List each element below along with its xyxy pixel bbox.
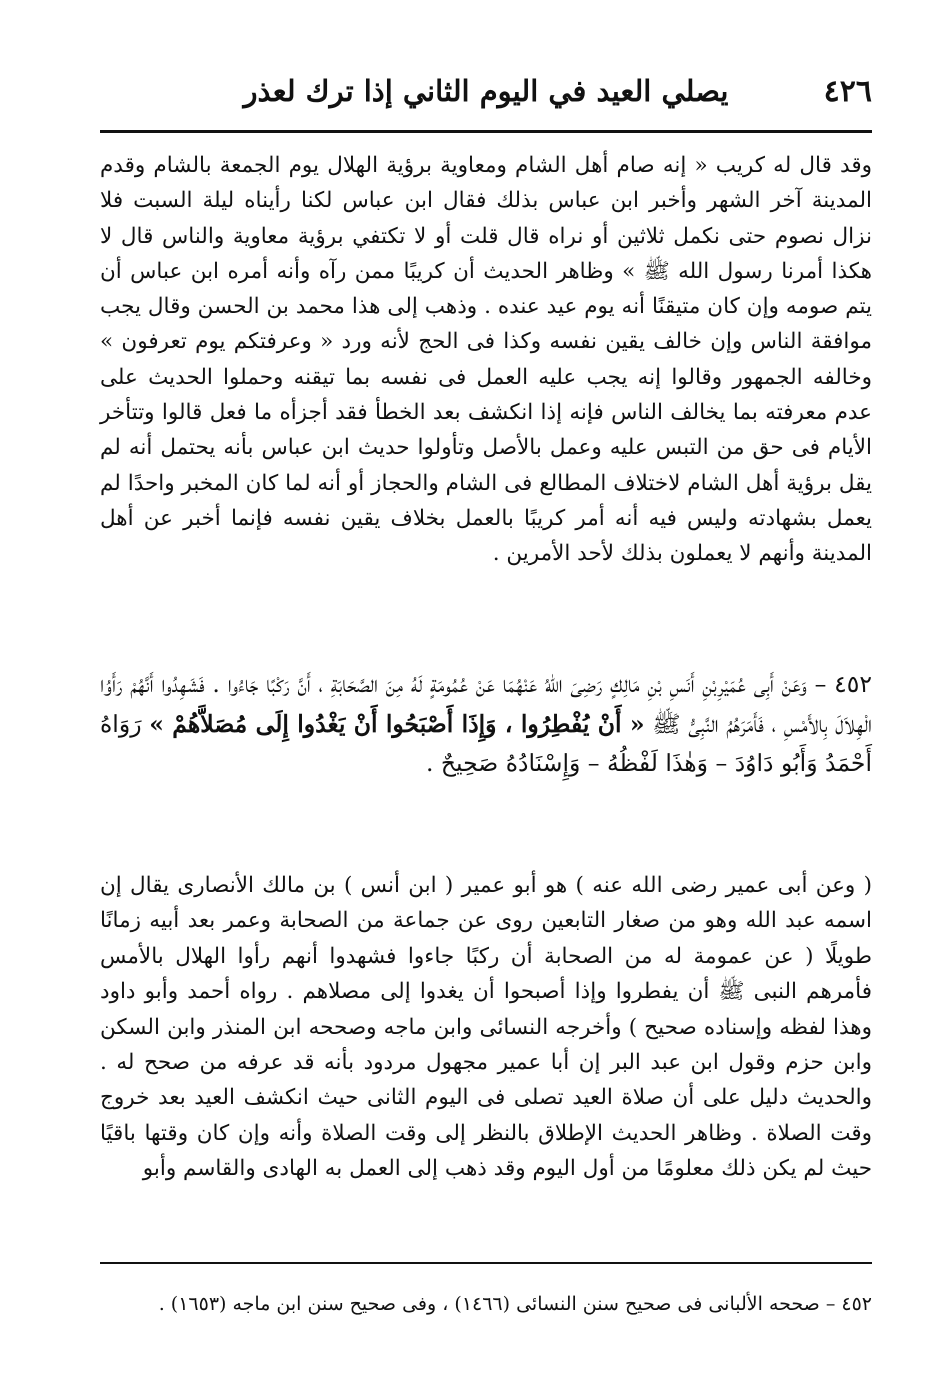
hadith-quote: « أَنْ يُفْطِرُوا ، وَإِذَا أَصْبَحُوا أَنْ يَغْدُوا إِلَى مُصَلاَّهُمْ » — [149, 709, 645, 738]
hadith-text — [100, 665, 872, 784]
footnote: ٤٥٢ – صححه الألبانى فى صحيح سنن النسائى (١٤٦٦) ، وفى صحيح سنن ابن ماجه (١٦٥٣) . — [158, 1293, 872, 1315]
hadith-intro: ٤٥٢ – وَعَنْ أَبِى عُمَيْرِبْنِ أَنَسِ بْنِ مَالِكٍ رَضِىَ اللهُ عَنْهُمَا عَنْ عُمُومَةٍ لَهُ مِنَ الصَّحَابَةِ ، أَنَّ رَكْبًا جَاءُوا . فَشَهِدُوا أَنَّهُمْ رَأَوُا الْهِلاَلَ بِالأَمْسِ ، فَأَمَرَهُمُ النَّبِىُّ ﷺ — [100, 670, 872, 738]
footnote-rule — [100, 1262, 872, 1264]
commentary-text-1: وقد قال له كريب « إنه صام أهل الشام ومعاوية برؤية الهلال يوم الجمعة بالشام وقدم المدينة آخر الشهر وأخبر ابن عباس بذلك فقال ابن عباس لكنا رأيناه ليلة السبت فلا نزال نصوم حتى نكمل ثلاثين أو نراه قال قلت أو لا تكتفي برؤية معاوية والناس قال لا هكذا أمرنا رسول الله ﷺ » وظاهر الحديث أن كريبًا ممن رآه وأنه أمره ابن عباس أن يتم صومه وإن كان متيقنًا أنه يوم عيد عنده . وذهب إلى هذا محمد بن الحسن وقال يجب موافقة الناس وإن خالف يقين نفسه وكذا فى الحج لأنه ورد « وعرفتكم يوم تعرفون » وخالفه الجمهور وقالوا إنه يجب عليه العمل فى نفسه بما تيقنه وحملوا الحديث على عدم معرفته بما يخالف الناس فإنه إذا انكشف بعد الخطأ فقد أجزأه ما فعل قالوا وتتأخر الأيام فى حق من التبس عليه وعمل بالأصل وتأولوا حديث ابن عباس بأنه يحتمل أنه لم يقل برؤية أهل الشام لاختلاف المطالع فى الشام والحجاز أو أنه لما كان المخبر واحدًا لم يعمل بشهادته وليس فيه أنه أمر كريبًا بالعمل بخلاف يقين نفسه فإنما أخبر عن أهل المدينة وأنهم لا يعملون بذلك لأحد الأمرين . — [100, 153, 873, 567]
page-number: ٤٢٦ — [823, 74, 872, 109]
commentary-paragraph-1 — [100, 148, 872, 572]
running-title: يصلي العيد في اليوم الثاني إذا ترك لعذر — [243, 74, 729, 108]
page-header — [100, 70, 872, 118]
hadith-paragraph — [100, 665, 872, 784]
header-rule — [100, 130, 872, 133]
commentary-paragraph-2 — [100, 868, 872, 1187]
commentary-text-2: ( وعن أبى عمير رضى الله عنه ) هو أبو عمير ( ابن أنس ) بن مالك الأنصارى يقال إن اسمه عبد الله وهو من صغار التابعين روى عن جماعة من الصحابة وعمر بعد أبيه زمانًا طويلًا ( عن عمومة له من الصحابة أن ركبًا جاءوا فشهدوا أنهم رأوا الهلال بالأمس فأمرهم النبى ﷺ أن يفطروا وإذا أصبحوا أن يغدوا إلى مصلاهم . رواه أحمد وأبو داود وهذا لفظه وإسناده صحيح ) وأخرجه النسائى وابن ماجه وصححه ابن المنذر وابن السكن وابن حزم وقول ابن عبد البر إن أبا عمير مجهول مردود بأنه قد عرفه من صحح له . والحديث دليل على أن صلاة العيد تصلى فى اليوم الثانى حيث انكشف العيد بعد خروج وقت الصلاة . وظاهر الحديث الإطلاق بالنظر إلى وقت الصلاة وأنه وإن كان وقتها باقيًا حيث لم يكن ذلك معلومًا من أول اليوم وقد ذهب إلى العمل به الهادى والقاسم وأبو — [100, 873, 872, 1182]
hadith-outro: رَوَاهُ أَحْمَدُ وَأَبُو دَاوُدَ – وَهٰذَا لَفْظُهُ – وَإِسْنَادُهُ صَحِيحٌ . — [100, 709, 872, 777]
